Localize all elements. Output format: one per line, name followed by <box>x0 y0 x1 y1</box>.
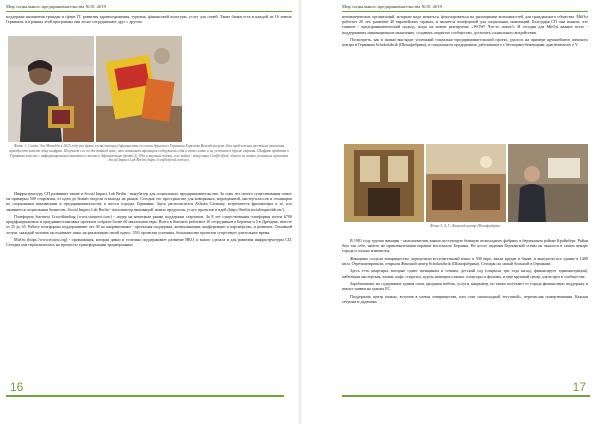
paragraph-schokofabrik-intro: Посмотреть, как в жизни выглядит успешный социально-предпринимательский проект, удалось на примере крупнейшего женского центра в Германии Schokofabrik (Шокофабрика), и социального предприятия, работающего с беглецами-беженцами, quartiermeister e.V. <box>342 37 588 48</box>
footer-rule <box>6 395 284 397</box>
paragraph-mitost-cont: некоммерческих организаций, которым надо меняться, фокусироваться на расширении возможностей для гражданского общества. MitOst работает 20 лет, развитие 40 европейских странах, и является платформой для социальных инноваций. Благодаря СП они поняли, что главное - предпринимательский подход, когда на новые реагируешь «WOW! Что-то новое!» И сегодня для MitOst важнее всего - поддерживать инновационное мышление, создавать открытое сообщество, достигать социального воздействия. <box>342 14 588 35</box>
photo345-caption: Фото 3, 4, 5: Женский центр Шокофабрика <box>430 224 500 228</box>
photo1-caption: Фото 1: Салим Эль-Могадди в 2015 году (на фото слева) покинул Афганистан со своим другом из Германии Хорстом Вегенбергером. Они предложили местным жителям приобрести вместе одну шафран. Получает его по достойной цене, что позволяет афганцам содержать себя и свою семью и не уезжать в другие страны. Шафран продают в Германии вместе с информационным пакетом о жизни в Афганистане (фото 2). Еда и вкусная жизнь, а не война - концепция Conflictfood, одного из самых успешных проектов Social Impact Lab Berlin (https://conflictfood.com/en). <box>9 144 289 163</box>
left-body-text <box>6 191 292 250</box>
paragraph-facilities: Здесь есть квартиры, которые сдают женщинам и семьям, детский сад (открыли три года назад, финансирует администрация), мебельная мастерская, хамам, кафе, спортзал, курсы немецкого языка, спонсоры и фильмы, и ещё крупный центр для встреч и сообщества. <box>342 268 588 279</box>
right-body-text <box>342 238 588 306</box>
right-top-text <box>342 14 588 50</box>
intro-text <box>6 14 292 27</box>
page-number: 17 <box>572 380 586 394</box>
page-header: Мир социального предпринимательства №10, 2019 <box>6 4 106 9</box>
right-page <box>300 0 600 424</box>
paragraph-cooperative: Женщины создали товарищество, определили вступительный взнос в 500 евро, взяли кредит в банке, и выкупили все здание в 1400 кв.м. Отремонтировали, открыли Женский центр Schokofabrik (Шокофабрика). Сегодня он самый большой в Германии. <box>342 255 588 266</box>
photo-cafe-interior <box>426 144 506 222</box>
photo-woman-illustration <box>508 144 588 222</box>
page-header: Мир социального предпринимательства №10, 2019 <box>342 4 442 9</box>
photo-cafe-illustration <box>426 144 506 222</box>
footer-rule <box>342 395 590 397</box>
header-rule <box>342 11 588 12</box>
photo-salim-illustration <box>8 36 94 142</box>
paragraph-mitost: MitOst (https://www.mitost.org) - организация, которая давно и успешно поддерживает развитие НКО, и много сделала и для развития инфраструктуры СП. Сегодня она переключилась на процессы трансформации традиционных <box>6 237 292 248</box>
header-rule <box>6 11 292 12</box>
paragraph-startnext: Платформа Startnext Crowdfunding (www.startnext.com) - лидер на немецком рынке поддержки стартапов. За 8 лет существования платформы почти 6700 краудфандинговых и краудинвестинговых проектов собрали более 60 миллионов евро. Всего в Startnext работают 10 сотрудников в Берлине и 5 в Дрездене, вместе от 25 до 35. Работу платформы поддерживают лет 30 по направлениям - проектная поддержка, коммуникации, конференции и партнёрство, и развитие. Основной лозунг «каждый человек заслуживает шанс на реализацию своей идеи». 55% проектов успешны, большинство проектов существует длительное время. <box>6 214 292 235</box>
photo-entrance-illustration <box>344 144 424 222</box>
photo-saffron-pack <box>96 36 182 142</box>
photo-building-entrance <box>344 144 424 222</box>
intro-paragraph: поддержке инициатив граждан в сфере IT, развития здравоохранения, туризма, финансовой культуры, услуг для семей. Такие банки есть в каждой из 16 земель Германии, и в рамках этой программы они тесно сотрудничают друг с другом. <box>6 14 292 25</box>
photo-salim <box>8 36 94 142</box>
page-number: 16 <box>10 380 24 394</box>
paragraph-income: Зарабатывают на содержание здания сами, продавая мебель, услуги, например, по также получают от города финансовую поддержку и пишут заявки на гранты ЕС. <box>342 280 588 292</box>
photo-woman-sign <box>508 144 588 222</box>
paragraph-1981: В 1981 году группа женщин - самозахватчиц заняла пустующую бывшую шоколадную фабрику в берлинском районе Кройцберг. Район был так себе, ничего не привлекательная окраина восточного Берлина. Но после падения Берлинской стены он оказался в самом центре города и сильно изменился. <box>342 238 588 254</box>
paragraph-support: Поддержать центр можно, вступив в члены товарищества, или став «шоколадной тетушкой», перечисляя пожертвования. Каждая тетушка и дядюшка <box>342 293 588 304</box>
photo-saffron-illustration <box>96 36 182 142</box>
paragraph-social-impact-lab: Инфраструктуру СП развивает также и Social Impact Lab Berlin - инкубатор для социального предпринимательства. За семь лет своего существования помог он примерно 500 стартапам, от идеи до бизнес-модели и выхода на рынок. Сегодня это пространство для коворкинга, мероприятий, мастер-классов и семинаров по социальным инновациям и предпринимательству в шести городах Германии. Здесь располагается Ashoka Germany, встречаются фрилансеры и те, кто занимается социальным бизнесом. Social Impact Lab Berlin - катализатор инноваций, новых продуктов, услуг, проектов и идей (https://berlin.socialimpactlab.eu/). <box>6 191 292 212</box>
